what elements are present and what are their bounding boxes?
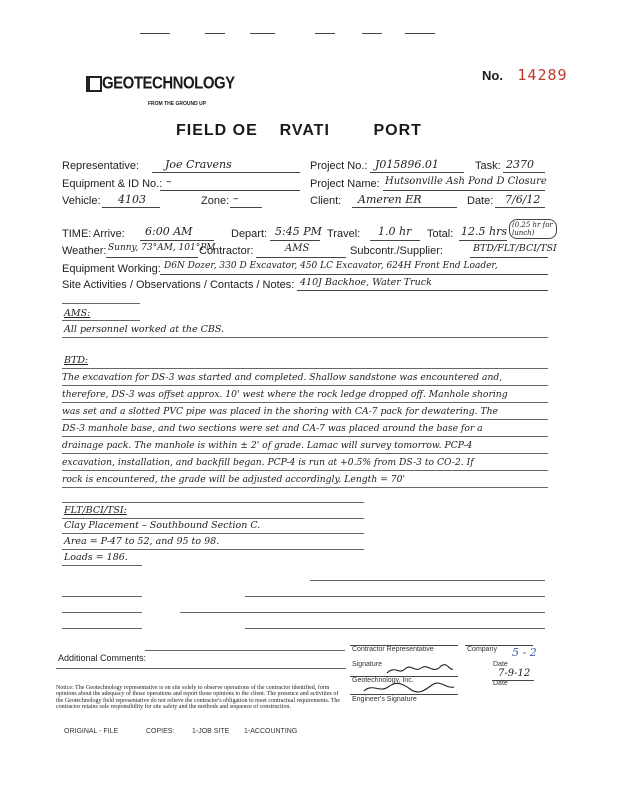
additional-comments-label: Additional Comments:: [58, 653, 147, 663]
ruled-line: [62, 453, 548, 454]
equipment-underline: [160, 190, 300, 191]
ruled-line: [62, 596, 142, 597]
equipment-working-underline: [160, 274, 548, 275]
company-label: Company: [467, 646, 497, 653]
logo-text: GEOTECHNOLOGY: [102, 73, 235, 94]
arrive-value: 6:00 AM: [145, 225, 193, 238]
total-label: Total:: [427, 228, 454, 240]
scan-mark: [405, 33, 435, 34]
weather-label: Weather:: [62, 245, 107, 257]
ruled-line: [62, 320, 140, 321]
ruled-line: [62, 533, 364, 534]
date-label: Date:: [467, 195, 494, 207]
flt-line-2: Area = P-47 to 52, and 95 to 98.: [64, 536, 220, 547]
report-number-label: No.: [482, 68, 503, 83]
ruled-line: [62, 565, 142, 566]
representative-value: Joe Cravens: [165, 158, 232, 171]
representative-underline: [152, 172, 300, 173]
btd-line-2: therefore, DS-3 was offset approx. 10' west where the rock ledge dropped off. Manhole shoring: [62, 389, 508, 400]
company-value: 5 - 2: [512, 646, 537, 659]
vehicle-underline: [102, 207, 160, 208]
logo-tagline: FROM THE GROUND UP: [148, 101, 207, 107]
subcontr-underline: [470, 257, 548, 258]
contractor-label: Contractor:: [199, 245, 254, 257]
distribution-job-site: 1-JOB SITE: [192, 728, 230, 735]
report-number: [482, 66, 568, 85]
total-value: 12.5 hrs: [461, 225, 507, 238]
depart-underline: [270, 240, 320, 241]
flt-line-1: Clay Placement – Southbound Section C.: [64, 520, 261, 531]
task-label: Task:: [475, 160, 501, 172]
travel-label: Travel:: [327, 228, 361, 240]
btd-line-6: excavation, installation, and backfill began. PCP-4 is run at +0.5% from DS-3 to CO-2. If: [62, 457, 474, 468]
ams-line-1: All personnel worked at the CBS.: [64, 324, 225, 335]
scan-mark: [315, 33, 335, 34]
representative-label: Representative:: [62, 160, 140, 172]
distribution-original: ORIGINAL - FILE: [64, 728, 119, 735]
btd-line-1: The excavation for DS-3 was started and completed. Shallow sandstone was encountered and,: [62, 372, 503, 383]
engineer-signature-image: [362, 679, 457, 695]
ams-heading: AMS:: [64, 308, 91, 319]
subcontr-value: BTD/FLT/BCI/TSI: [473, 243, 557, 254]
equipment-working-value: D6N Dozer, 330 D Excavator, 450 LC Excavator, 624H Front End Loader,: [164, 261, 498, 271]
weather-value: Sunny, 73°AM, 101°PM: [108, 243, 216, 253]
ruled-line: [62, 385, 548, 386]
subcontr-label: Subcontr./Supplier:: [350, 245, 443, 257]
total-underline: [459, 240, 507, 241]
scan-mark: [362, 33, 382, 34]
date-value: 7/6/12: [505, 193, 541, 206]
scan-mark: [205, 33, 225, 34]
contractor-value: AMS: [285, 243, 310, 254]
ruled-line: [62, 337, 548, 338]
equipment-value: –: [166, 175, 172, 188]
equipment-label: Equipment & ID No.:: [62, 178, 163, 190]
site-activities-underline: [297, 290, 548, 291]
ruled-line: [62, 436, 548, 437]
scan-mark: [140, 33, 170, 34]
ruled-line: [62, 549, 364, 550]
ruled-line: [62, 612, 142, 613]
project-name-label: Project Name:: [310, 178, 380, 190]
date-footer-value: 7-9-12: [498, 668, 531, 679]
time-label: TIME:: [62, 228, 92, 240]
btd-line-7: rock is encountered, the grade will be adjusted accordingly. Length = 70': [62, 474, 405, 485]
notice-text: Notice: The Geotechnology representative is on site solely to observe operations of the contractor identified, form opinions about the adequacy of those operations and report those opinions to the client. The presence and activities of the Geotechnology field representative do not relieve the contractor's obligation to meet contractual requirements. The contractor retains sole responsibility for site safety and the methods and sequence of construction.: [56, 685, 341, 710]
travel-value: 1.0 hr: [378, 225, 412, 238]
client-label: Client:: [310, 195, 342, 207]
task-value: 2370: [506, 158, 534, 171]
ruled-line: [62, 502, 364, 503]
vehicle-value: 4103: [118, 193, 146, 206]
total-note: (0.25 hr for lunch): [509, 219, 557, 239]
contractor-signature-image: [385, 663, 455, 677]
ruled-line: [62, 402, 548, 403]
ruled-line: [56, 668, 346, 669]
depart-label: Depart:: [231, 228, 268, 240]
btd-line-5: drainage pack. The manhole is within ± 2' of grade. Lamac will survey tomorrow. PCP-4: [62, 440, 473, 451]
client-value: Ameren ER: [358, 193, 422, 206]
flt-heading: FLT/BCI/TSI:: [64, 505, 127, 516]
equipment-working-label: Equipment Working:: [62, 263, 161, 275]
ruled-line: [62, 628, 142, 629]
geotech-label: Geotechnology, Inc.: [352, 677, 414, 684]
project-no-underline: [370, 172, 464, 173]
date-underline: [495, 207, 545, 208]
zone-label: Zone:: [201, 195, 230, 207]
ruled-line: [62, 303, 140, 304]
ruled-line: [62, 487, 548, 488]
vehicle-label: Vehicle:: [62, 195, 101, 207]
distribution-copies: COPIES:: [146, 728, 175, 735]
client-underline: [352, 207, 457, 208]
ruled-line: [310, 580, 545, 581]
ruled-line: [62, 419, 548, 420]
travel-underline: [370, 240, 420, 241]
ruled-line: [245, 596, 545, 597]
project-no-value: J015896.01: [375, 158, 439, 171]
ruled-line: [62, 470, 548, 471]
date-footer-label-2: Date: [493, 680, 508, 687]
project-name-underline: [383, 190, 545, 191]
btd-heading: BTD:: [64, 355, 89, 366]
zone-underline: [230, 207, 262, 208]
arrive-underline: [140, 240, 214, 241]
scan-mark: [250, 33, 275, 34]
report-number-value: 14289: [517, 66, 568, 84]
form-title: FIELD OE RVATI PORT: [176, 122, 422, 139]
project-name-value: Hutsonville Ash Pond D Closure: [385, 176, 547, 187]
signature-label: Signature: [352, 661, 382, 668]
task-underline: [503, 172, 545, 173]
ruled-line: [62, 518, 364, 519]
distribution-accounting: 1-ACCOUNTING: [244, 728, 298, 735]
contractor-rep-label: Contractor Representative: [352, 646, 434, 653]
flt-line-3: Loads = 186.: [64, 552, 128, 563]
contractor-underline: [256, 257, 346, 258]
site-activities-label: Site Activities / Observations / Contacts / Notes:: [62, 279, 295, 291]
weather-underline: [106, 257, 198, 258]
ruled-line: [62, 368, 548, 369]
contractor-rep-line: [350, 645, 458, 646]
site-activities-value: 410J Backhoe, Water Truck: [300, 277, 432, 288]
arrive-label: Arrive:: [93, 228, 125, 240]
ruled-line: [180, 612, 545, 613]
project-no-label: Project No.:: [310, 160, 368, 172]
btd-line-4: DS-3 manhole base, and two sections were set and CA-7 was placed around the base for a: [62, 423, 483, 434]
engineer-sig-label: Engineer's Signature: [352, 696, 417, 703]
zone-value: –: [233, 192, 239, 205]
logo-mark-icon: [86, 76, 102, 92]
btd-line-3: was set and a slotted PVC pipe was placed in the shoring with CA-7 pack for dewatering. The: [62, 406, 498, 417]
date-footer-label: Date: [493, 661, 508, 668]
ruled-line: [145, 650, 345, 651]
depart-value: 5:45 PM: [275, 225, 322, 238]
ruled-line: [245, 628, 545, 629]
engineer-signature-line: [350, 694, 458, 695]
